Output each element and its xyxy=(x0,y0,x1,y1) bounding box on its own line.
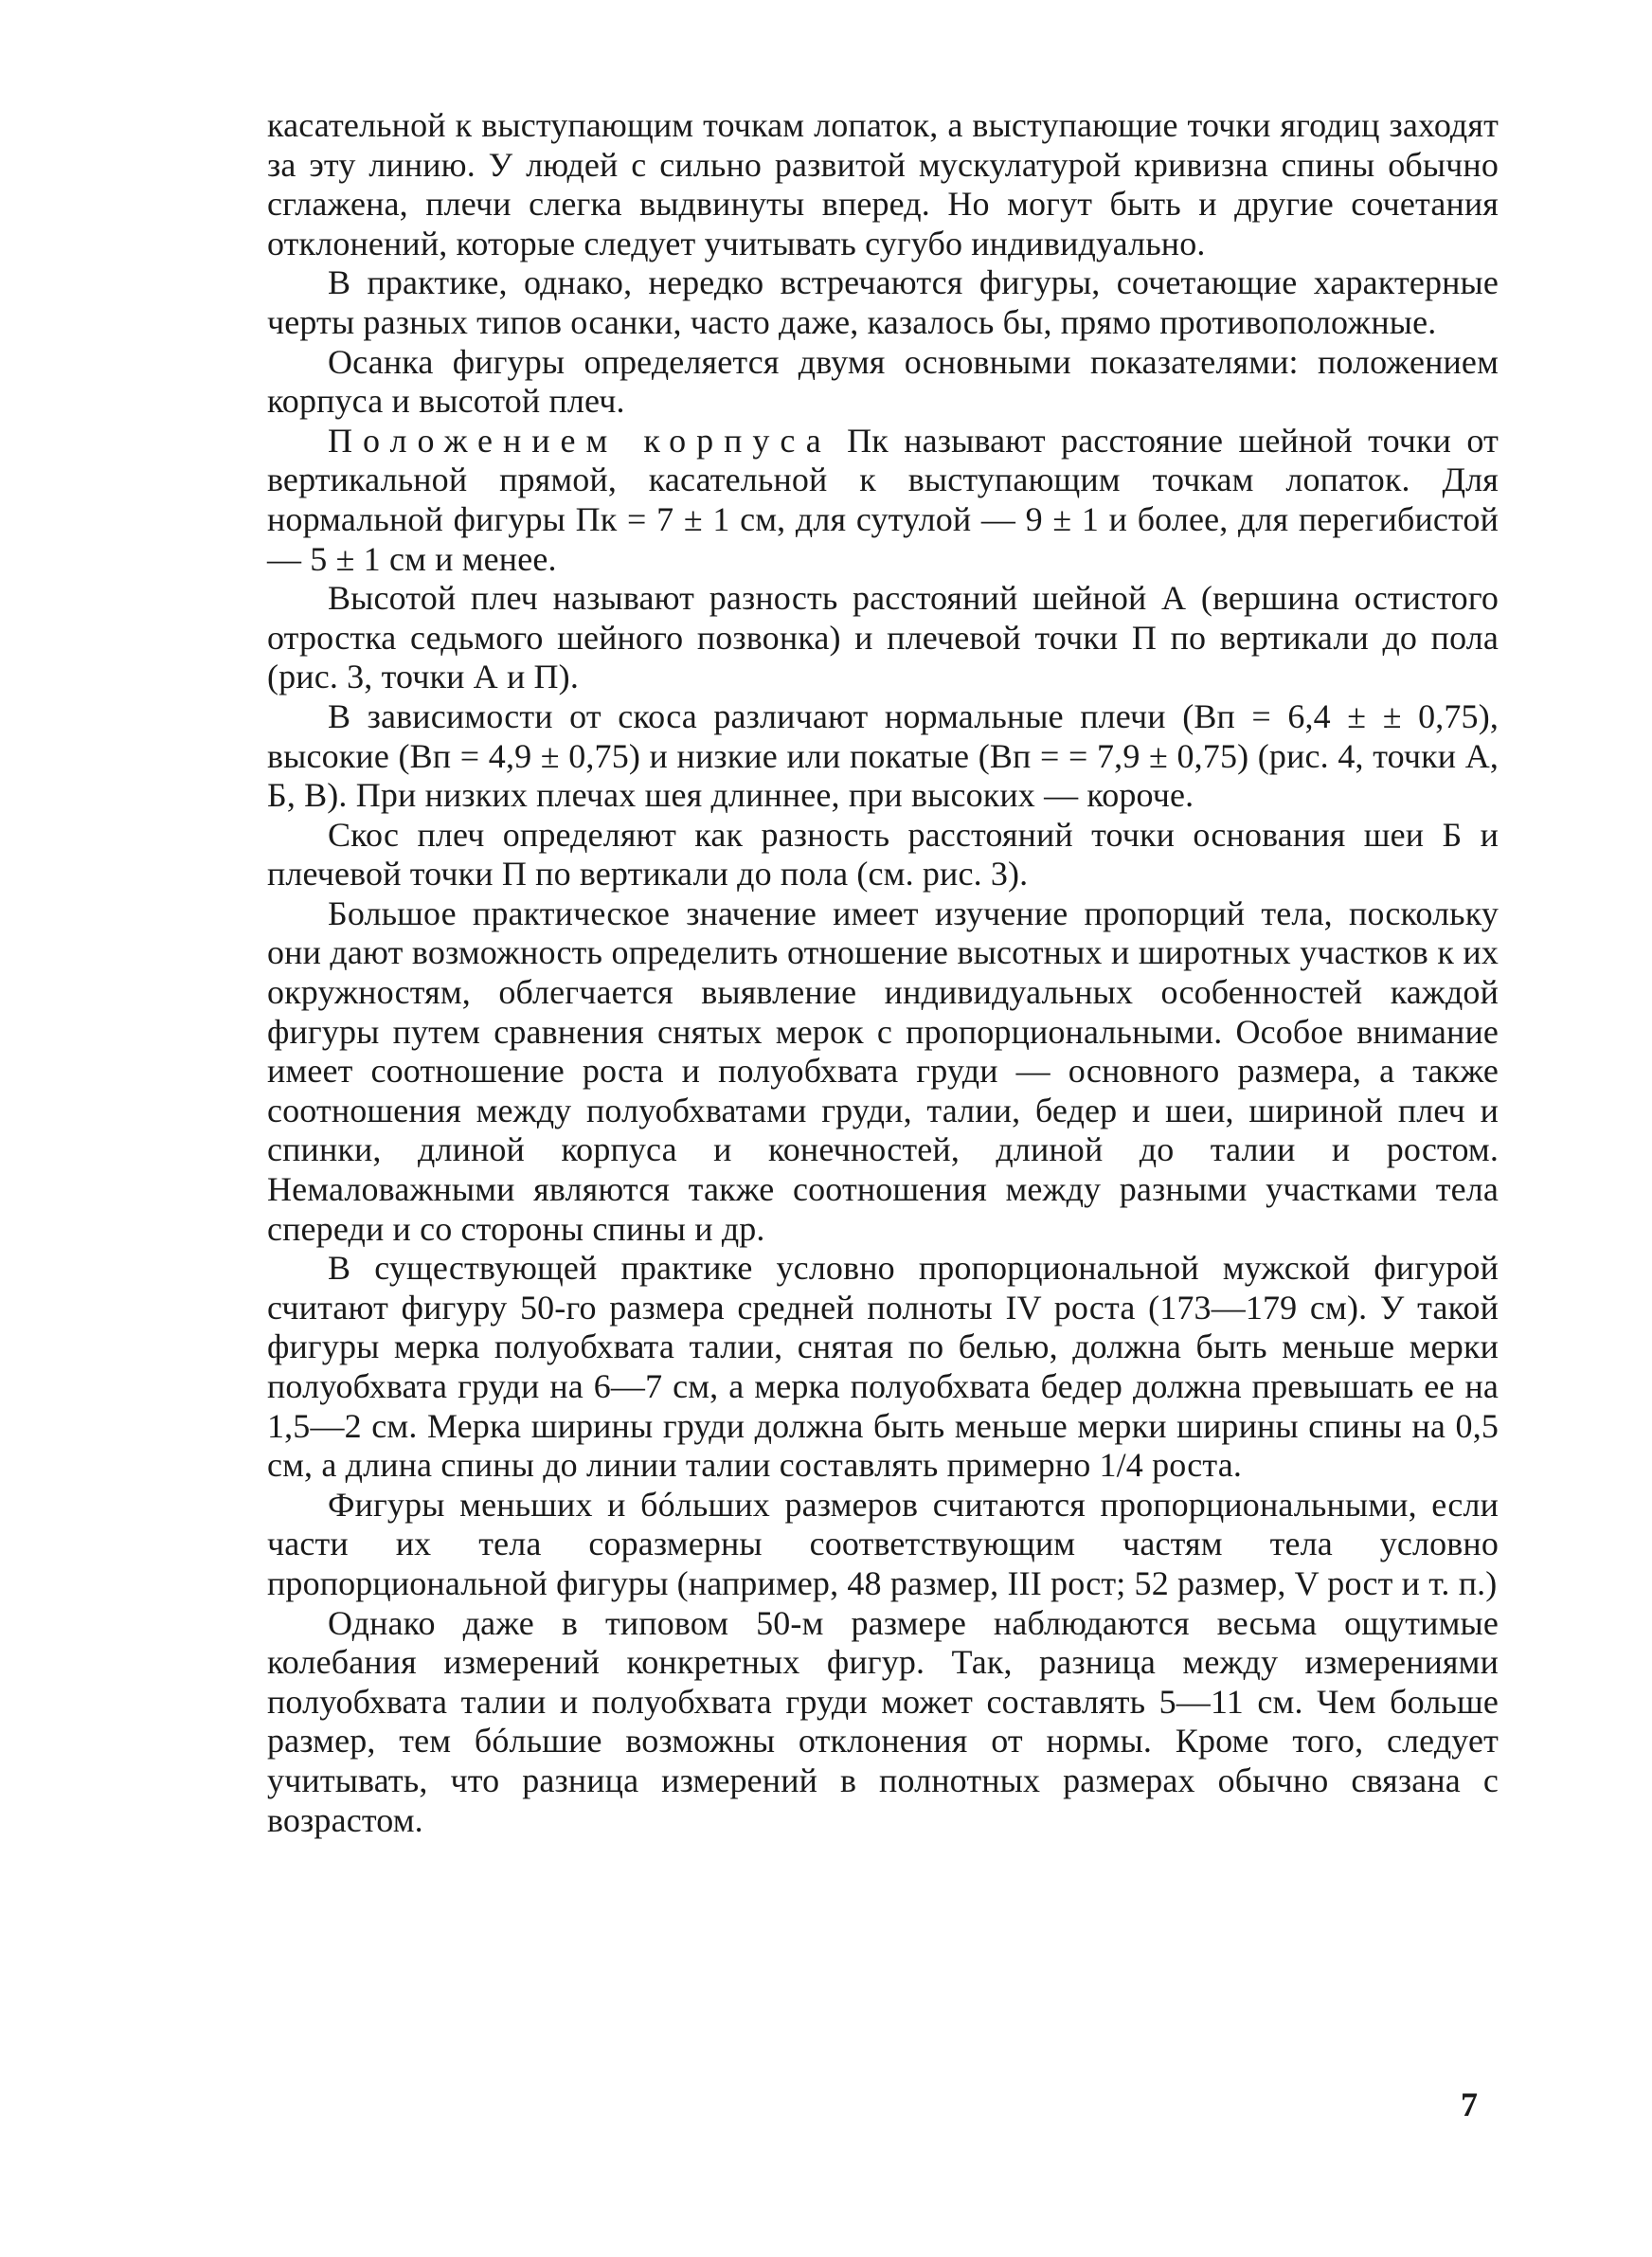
paragraph-3: Осанка фигуры определяется двумя основными показателями: положением корпуса и высотой плеч. xyxy=(267,342,1499,421)
page-body xyxy=(267,106,1499,2219)
spaced-term: Положением корпуса xyxy=(328,421,832,460)
paragraph-4 xyxy=(267,422,1499,579)
paragraph-8: Большое практическое значение имеет изучение пропорций тела, поскольку они дают возможность определить отношение высотных и широтных участков к их окружностям, облегчается выявление индивидуальных особенностей каждой фигуры путем сравнения снятых мерок с пропорциональными. Особое внимание имеет соотношение роста и полуобхвата груди — основного размера, а также соотношения между полуобхватами груди, талии, бедер и шеи, шириной плеч и спинки, длиной корпуса и конечностей, длиной до талии и ростом. Немаловажными являются также соотношения между разными участками тела спереди и со стороны спины и др. xyxy=(267,894,1499,1248)
paragraph-7: Скос плеч определяют как разность расстояний точки основания шеи Б и плечевой точки П по вертикали до пола (см. рис. 3). xyxy=(267,815,1499,894)
paragraph-4-text: Пк называют расстояние шейной точки от вертикальной прямой, касательной к выступающим точкам лопаток. Для нормальной фигуры Пк = 7 ± 1 см, для сутулой — 9 ± 1 и более, для перегибистой — 5 ± 1 см и менее. xyxy=(267,421,1499,578)
page-number: 7 xyxy=(1461,2085,1478,2123)
paragraph-6: В зависимости от скоса различают нормальные плечи (Вп = 6,4 ± ± 0,75), высокие (Вп = 4,9 ± 0,75) и низкие или покатые (Вп = = 7,9 ± 0,75) (рис. 4, точки А, Б, В). При низких плечах шея длиннее, при высоких — короче. xyxy=(267,696,1499,815)
paragraph-9: В существующей практике условно пропорциональной мужской фигурой считают фигуру 50-го размера средней полноты IV роста (173—179 см). У такой фигуры мерка полуобхвата талии, снятая по белью, должна быть меньше мерки полуобхвата груди на 6—7 см, а мерка полуобхвата бедер должна превышать ее на 1,5—2 см. Мерка ширины груди должна быть меньше мерки ширины спины на 0,5 см, а длина спины до линии талии составлять примерно 1/4 роста. xyxy=(267,1249,1499,1485)
paragraph-2: В практике, однако, нередко встречаются фигуры, сочетающие характерные черты разных типов осанки, часто даже, казалось бы, прямо противоположные. xyxy=(267,263,1499,341)
paragraph-5: Высотой плеч называют разность расстояний шейной А (вершина остистого отростка седьмого шейного позвонка) и плечевой точки П по вертикали до пола (рис. 3, точки А и П). xyxy=(267,579,1499,696)
paragraph-10: Фигуры меньших и бóльших размеров считаются пропорциональными, если части их тела соразмерны соответствующим частям тела условно пропорциональной фигуры (например, 48 размер, III рост; 52 размер, V рост и т. п.) xyxy=(267,1485,1499,1602)
paragraph-1: касательной к выступающим точкам лопаток, а выступающие точки ягодиц заходят за эту линию. У людей с сильно развитой мускулатурой кривизна спины обычно сглажена, плечи слегка выдвинуты вперед. Но могут быть и другие сочетания отклонений, которые следует учитывать сугубо индивидуально. xyxy=(267,106,1499,262)
paragraph-11: Однако даже в типовом 50-м размере наблюдаются весьма ощутимые колебания измерений конкретных фигур. Так, разница между измерениями полуобхвата талии и полуобхвата груди может составлять 5—11 см. Чем больше размер, тем бóльшие возможны отклонения от нормы. Кроме того, следует учитывать, что разница измерений в полнотных размерах обычно связана с возрастом. xyxy=(267,1603,1499,1839)
